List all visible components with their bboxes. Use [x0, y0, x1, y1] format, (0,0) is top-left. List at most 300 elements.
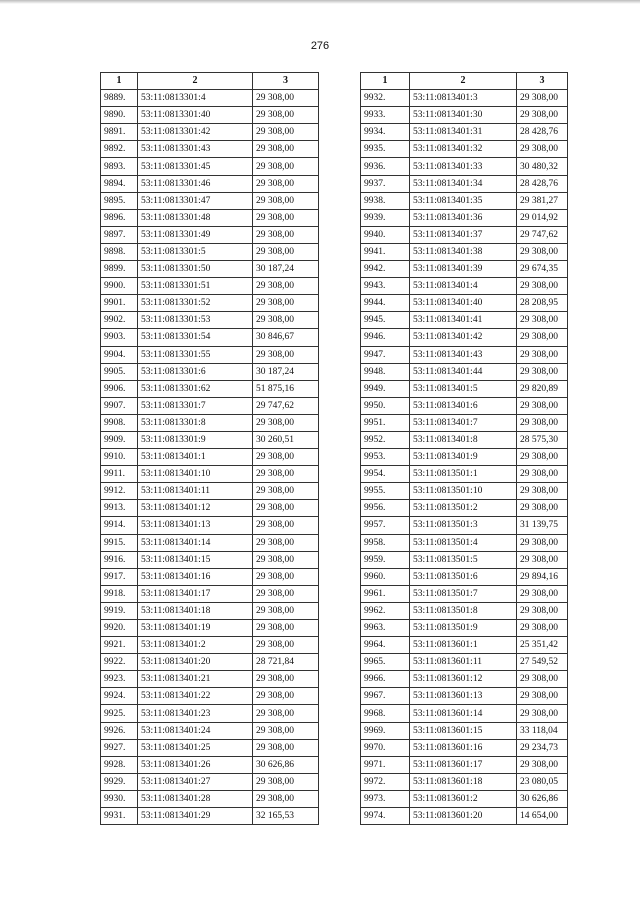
table-row — [101, 175, 319, 192]
row-number-cell: 9949. — [361, 380, 410, 397]
value-cell: 29 308,00 — [517, 141, 568, 158]
table-row — [361, 688, 568, 705]
cadastral-number-cell: 53:11:0813301:51 — [138, 278, 253, 295]
cadastral-number-cell: 53:11:0813401:39 — [410, 261, 517, 278]
table-row — [101, 739, 319, 756]
cadastral-number-cell: 53:11:0813401:2 — [138, 637, 253, 654]
row-number-cell: 9943. — [361, 278, 410, 295]
table-row — [361, 620, 568, 637]
row-number-cell: 9910. — [101, 449, 138, 466]
row-number-cell: 9923. — [101, 671, 138, 688]
cadastral-number-cell: 53:11:0813401:22 — [138, 688, 253, 705]
table-row — [361, 449, 568, 466]
table-row — [101, 551, 319, 568]
row-number-cell: 9898. — [101, 243, 138, 260]
cadastral-number-cell: 53:11:0813601:1 — [410, 637, 517, 654]
value-cell: 30 626,86 — [517, 790, 568, 807]
value-cell: 30 260,51 — [253, 431, 319, 448]
cadastral-number-cell: 53:11:0813301:5 — [138, 243, 253, 260]
row-number-cell: 9929. — [101, 773, 138, 790]
cadastral-number-cell: 53:11:0813401:33 — [410, 158, 517, 175]
cadastral-number-cell: 53:11:0813401:8 — [410, 431, 517, 448]
value-cell: 33 118,04 — [517, 722, 568, 739]
row-number-cell: 9952. — [361, 431, 410, 448]
value-cell: 29 308,00 — [253, 585, 319, 602]
row-number-cell: 9889. — [101, 90, 138, 107]
table-row — [361, 380, 568, 397]
row-number-cell: 9919. — [101, 602, 138, 619]
value-cell: 29 308,00 — [253, 90, 319, 107]
value-cell: 30 626,86 — [253, 756, 319, 773]
table-row — [361, 551, 568, 568]
table-row — [101, 654, 319, 671]
value-cell: 30 846,67 — [253, 329, 319, 346]
value-cell: 29 308,00 — [253, 620, 319, 637]
row-number-cell: 9899. — [101, 261, 138, 278]
row-number-cell: 9894. — [101, 175, 138, 192]
value-cell: 29 308,00 — [253, 158, 319, 175]
value-cell: 29 308,00 — [517, 534, 568, 551]
left-header-col-1: 1 — [101, 73, 138, 90]
row-number-cell: 9955. — [361, 483, 410, 500]
row-number-cell: 9957. — [361, 517, 410, 534]
value-cell: 51 875,16 — [253, 380, 319, 397]
row-number-cell: 9947. — [361, 346, 410, 363]
cadastral-number-cell: 53:11:0813401:44 — [410, 363, 517, 380]
table-row — [101, 141, 319, 158]
table-row — [101, 637, 319, 654]
row-number-cell: 9913. — [101, 500, 138, 517]
table-row — [361, 346, 568, 363]
row-number-cell: 9893. — [101, 158, 138, 175]
row-number-cell: 9931. — [101, 808, 138, 825]
table-row — [361, 773, 568, 790]
cadastral-number-cell: 53:11:0813401:6 — [410, 397, 517, 414]
value-cell: 29 308,00 — [253, 466, 319, 483]
row-number-cell: 9925. — [101, 705, 138, 722]
table-row — [361, 124, 568, 141]
row-number-cell: 9926. — [101, 722, 138, 739]
cadastral-number-cell: 53:11:0813301:8 — [138, 414, 253, 431]
table-row — [361, 705, 568, 722]
table-row — [361, 329, 568, 346]
cadastral-number-cell: 53:11:0813401:26 — [138, 756, 253, 773]
value-cell: 29 820,89 — [517, 380, 568, 397]
value-cell: 29 308,00 — [253, 226, 319, 243]
cadastral-number-cell: 53:11:0813401:40 — [410, 295, 517, 312]
value-cell: 29 308,00 — [253, 141, 319, 158]
right-header-col-1: 1 — [361, 73, 410, 90]
value-cell: 29 308,00 — [253, 790, 319, 807]
value-cell: 29 308,00 — [517, 363, 568, 380]
cadastral-number-cell: 53:11:0813401:7 — [410, 414, 517, 431]
row-number-cell: 9941. — [361, 243, 410, 260]
table-row — [361, 722, 568, 739]
table-row — [101, 808, 319, 825]
row-number-cell: 9971. — [361, 756, 410, 773]
cadastral-number-cell: 53:11:0813401:9 — [410, 449, 517, 466]
table-row — [101, 568, 319, 585]
value-cell: 29 308,00 — [253, 500, 319, 517]
value-cell: 29 308,00 — [253, 705, 319, 722]
table-row — [101, 278, 319, 295]
value-cell: 31 139,75 — [517, 517, 568, 534]
table-row — [361, 790, 568, 807]
row-number-cell: 9953. — [361, 449, 410, 466]
value-cell: 28 428,76 — [517, 175, 568, 192]
table-row — [101, 346, 319, 363]
row-number-cell: 9930. — [101, 790, 138, 807]
table-row — [101, 312, 319, 329]
table-row — [361, 226, 568, 243]
value-cell: 29 308,00 — [253, 671, 319, 688]
cadastral-number-cell: 53:11:0813501:3 — [410, 517, 517, 534]
row-number-cell: 9917. — [101, 568, 138, 585]
value-cell: 29 308,00 — [517, 243, 568, 260]
table-row — [101, 243, 319, 260]
cadastral-number-cell: 53:11:0813501:2 — [410, 500, 517, 517]
cadastral-number-cell: 53:11:0813301:50 — [138, 261, 253, 278]
table-row — [101, 107, 319, 124]
cadastral-number-cell: 53:11:0813401:15 — [138, 551, 253, 568]
row-number-cell: 9901. — [101, 295, 138, 312]
table-row — [101, 192, 319, 209]
table-row — [101, 517, 319, 534]
table-row — [361, 739, 568, 756]
cadastral-number-cell: 53:11:0813401:25 — [138, 739, 253, 756]
table-row — [101, 295, 319, 312]
row-number-cell: 9956. — [361, 500, 410, 517]
cadastral-number-cell: 53:11:0813601:16 — [410, 739, 517, 756]
value-cell: 29 308,00 — [253, 346, 319, 363]
cadastral-number-cell: 53:11:0813401:27 — [138, 773, 253, 790]
row-number-cell: 9972. — [361, 773, 410, 790]
value-cell: 29 308,00 — [253, 637, 319, 654]
cadastral-number-cell: 53:11:0813601:11 — [410, 654, 517, 671]
row-number-cell: 9960. — [361, 568, 410, 585]
value-cell: 29 308,00 — [517, 688, 568, 705]
row-number-cell: 9954. — [361, 466, 410, 483]
table-row — [361, 808, 568, 825]
table-row — [361, 175, 568, 192]
value-cell: 29 747,62 — [253, 397, 319, 414]
cadastral-number-cell: 53:11:0813301:48 — [138, 209, 253, 226]
cadastral-number-cell: 53:11:0813301:6 — [138, 363, 253, 380]
value-cell: 30 187,24 — [253, 363, 319, 380]
value-cell: 29 308,00 — [253, 243, 319, 260]
table-row — [361, 500, 568, 517]
left-table-body — [101, 90, 319, 825]
table-row — [361, 602, 568, 619]
table-row — [101, 209, 319, 226]
cadastral-number-cell: 53:11:0813401:34 — [410, 175, 517, 192]
value-cell: 29 308,00 — [517, 107, 568, 124]
row-number-cell: 9892. — [101, 141, 138, 158]
row-number-cell: 9937. — [361, 175, 410, 192]
value-cell: 29 308,00 — [253, 688, 319, 705]
table-row — [101, 722, 319, 739]
value-cell: 29 308,00 — [517, 414, 568, 431]
table-row — [101, 380, 319, 397]
value-cell: 29 308,00 — [253, 739, 319, 756]
cadastral-number-cell: 53:11:0813401:5 — [410, 380, 517, 397]
cadastral-number-cell: 53:11:0813301:43 — [138, 141, 253, 158]
table-row — [361, 756, 568, 773]
table-row — [101, 261, 319, 278]
row-number-cell: 9935. — [361, 141, 410, 158]
table-row — [101, 705, 319, 722]
cadastral-number-cell: 53:11:0813301:52 — [138, 295, 253, 312]
value-cell: 28 575,30 — [517, 431, 568, 448]
row-number-cell: 9920. — [101, 620, 138, 637]
row-number-cell: 9921. — [101, 637, 138, 654]
row-number-cell: 9902. — [101, 312, 138, 329]
cadastral-number-cell: 53:11:0813401:11 — [138, 483, 253, 500]
row-number-cell: 9908. — [101, 414, 138, 431]
table-row — [361, 295, 568, 312]
row-number-cell: 9967. — [361, 688, 410, 705]
cadastral-number-cell: 53:11:0813401:4 — [410, 278, 517, 295]
value-cell: 29 308,00 — [253, 483, 319, 500]
cadastral-number-cell: 53:11:0813401:19 — [138, 620, 253, 637]
row-number-cell: 9936. — [361, 158, 410, 175]
table-row — [361, 671, 568, 688]
table-row — [101, 534, 319, 551]
table-row — [361, 261, 568, 278]
cadastral-number-cell: 53:11:0813501:1 — [410, 466, 517, 483]
row-number-cell: 9939. — [361, 209, 410, 226]
cadastral-number-cell: 53:11:0813401:35 — [410, 192, 517, 209]
row-number-cell: 9904. — [101, 346, 138, 363]
table-row — [361, 107, 568, 124]
right-header-col-3: 3 — [517, 73, 568, 90]
row-number-cell: 9968. — [361, 705, 410, 722]
cadastral-number-cell: 53:11:0813401:12 — [138, 500, 253, 517]
value-cell: 29 308,00 — [253, 568, 319, 585]
row-number-cell: 9897. — [101, 226, 138, 243]
row-number-cell: 9944. — [361, 295, 410, 312]
table-row — [361, 466, 568, 483]
value-cell: 29 308,00 — [253, 517, 319, 534]
value-cell: 29 308,00 — [517, 483, 568, 500]
value-cell: 29 308,00 — [253, 192, 319, 209]
row-number-cell: 9973. — [361, 790, 410, 807]
table-row — [101, 431, 319, 448]
right-table — [360, 72, 568, 825]
row-number-cell: 9914. — [101, 517, 138, 534]
table-row — [101, 585, 319, 602]
scan-edge — [0, 0, 640, 4]
value-cell: 29 308,00 — [517, 278, 568, 295]
cadastral-number-cell: 53:11:0813401:29 — [138, 808, 253, 825]
cadastral-number-cell: 53:11:0813301:53 — [138, 312, 253, 329]
value-cell: 29 308,00 — [517, 602, 568, 619]
right-table-body — [361, 90, 568, 825]
row-number-cell: 9915. — [101, 534, 138, 551]
table-row — [101, 124, 319, 141]
table-row — [361, 517, 568, 534]
table-row — [361, 397, 568, 414]
row-number-cell: 9933. — [361, 107, 410, 124]
value-cell: 29 308,00 — [517, 449, 568, 466]
cadastral-number-cell: 53:11:0813401:41 — [410, 312, 517, 329]
row-number-cell: 9945. — [361, 312, 410, 329]
value-cell: 23 080,05 — [517, 773, 568, 790]
value-cell: 29 308,00 — [253, 209, 319, 226]
cadastral-number-cell: 53:11:0813401:10 — [138, 466, 253, 483]
table-row — [361, 90, 568, 107]
value-cell: 29 308,00 — [253, 449, 319, 466]
table-row — [361, 414, 568, 431]
row-number-cell: 9946. — [361, 329, 410, 346]
cadastral-number-cell: 53:11:0813501:4 — [410, 534, 517, 551]
value-cell: 29 308,00 — [517, 500, 568, 517]
table-row — [101, 158, 319, 175]
cadastral-number-cell: 53:11:0813501:8 — [410, 602, 517, 619]
value-cell: 29 308,00 — [253, 414, 319, 431]
value-cell: 29 308,00 — [517, 585, 568, 602]
value-cell: 29 308,00 — [517, 397, 568, 414]
row-number-cell: 9940. — [361, 226, 410, 243]
row-number-cell: 9965. — [361, 654, 410, 671]
value-cell: 29 308,00 — [253, 175, 319, 192]
cadastral-number-cell: 53:11:0813401:14 — [138, 534, 253, 551]
row-number-cell: 9959. — [361, 551, 410, 568]
row-number-cell: 9938. — [361, 192, 410, 209]
value-cell: 29 308,00 — [517, 620, 568, 637]
table-row — [101, 466, 319, 483]
row-number-cell: 9912. — [101, 483, 138, 500]
value-cell: 14 654,00 — [517, 808, 568, 825]
table-row — [101, 500, 319, 517]
right-table-header-row — [361, 73, 568, 90]
row-number-cell: 9966. — [361, 671, 410, 688]
value-cell: 29 747,62 — [517, 226, 568, 243]
table-row — [361, 312, 568, 329]
row-number-cell: 9969. — [361, 722, 410, 739]
table-row — [101, 620, 319, 637]
row-number-cell: 9909. — [101, 431, 138, 448]
table-row — [101, 397, 319, 414]
cadastral-number-cell: 53:11:0813601:15 — [410, 722, 517, 739]
cadastral-number-cell: 53:11:0813601:17 — [410, 756, 517, 773]
cadastral-number-cell: 53:11:0813301:46 — [138, 175, 253, 192]
value-cell: 29 308,00 — [253, 722, 319, 739]
table-row — [361, 192, 568, 209]
row-number-cell: 9948. — [361, 363, 410, 380]
value-cell: 28 208,95 — [517, 295, 568, 312]
cadastral-number-cell: 53:11:0813301:42 — [138, 124, 253, 141]
cadastral-number-cell: 53:11:0813401:18 — [138, 602, 253, 619]
cadastral-number-cell: 53:11:0813301:9 — [138, 431, 253, 448]
value-cell: 29 308,00 — [253, 124, 319, 141]
table-row — [101, 329, 319, 346]
value-cell: 29 308,00 — [517, 671, 568, 688]
row-number-cell: 9907. — [101, 397, 138, 414]
row-number-cell: 9970. — [361, 739, 410, 756]
cadastral-number-cell: 53:11:0813501:6 — [410, 568, 517, 585]
cadastral-number-cell: 53:11:0813301:7 — [138, 397, 253, 414]
value-cell: 29 894,16 — [517, 568, 568, 585]
table-row — [361, 243, 568, 260]
cadastral-number-cell: 53:11:0813401:16 — [138, 568, 253, 585]
cadastral-number-cell: 53:11:0813401:31 — [410, 124, 517, 141]
row-number-cell: 9900. — [101, 278, 138, 295]
table-row — [101, 226, 319, 243]
table-row — [361, 158, 568, 175]
value-cell: 30 187,24 — [253, 261, 319, 278]
table-row — [361, 141, 568, 158]
cadastral-number-cell: 53:11:0813601:20 — [410, 808, 517, 825]
row-number-cell: 9942. — [361, 261, 410, 278]
left-header-col-3: 3 — [253, 73, 319, 90]
value-cell: 29 674,35 — [517, 261, 568, 278]
row-number-cell: 9903. — [101, 329, 138, 346]
value-cell: 29 308,00 — [253, 534, 319, 551]
row-number-cell: 9895. — [101, 192, 138, 209]
right-header-col-2: 2 — [410, 73, 517, 90]
row-number-cell: 9922. — [101, 654, 138, 671]
cadastral-number-cell: 53:11:0813501:9 — [410, 620, 517, 637]
table-row — [101, 671, 319, 688]
table-row — [101, 449, 319, 466]
table-row — [361, 431, 568, 448]
row-number-cell: 9934. — [361, 124, 410, 141]
cadastral-number-cell: 53:11:0813401:23 — [138, 705, 253, 722]
table-row — [101, 688, 319, 705]
value-cell: 29 308,00 — [517, 329, 568, 346]
row-number-cell: 9911. — [101, 466, 138, 483]
table-row — [101, 790, 319, 807]
cadastral-number-cell: 53:11:0813301:62 — [138, 380, 253, 397]
cadastral-number-cell: 53:11:0813401:36 — [410, 209, 517, 226]
table-row — [101, 756, 319, 773]
table-row — [101, 414, 319, 431]
value-cell: 29 014,92 — [517, 209, 568, 226]
value-cell: 29 308,00 — [253, 295, 319, 312]
cadastral-number-cell: 53:11:0813401:24 — [138, 722, 253, 739]
cadastral-number-cell: 53:11:0813401:43 — [410, 346, 517, 363]
cadastral-number-cell: 53:11:0813301:49 — [138, 226, 253, 243]
value-cell: 28 428,76 — [517, 124, 568, 141]
left-table — [100, 72, 319, 825]
cadastral-number-cell: 53:11:0813401:20 — [138, 654, 253, 671]
cadastral-number-cell: 53:11:0813401:21 — [138, 671, 253, 688]
cadastral-number-cell: 53:11:0813601:18 — [410, 773, 517, 790]
cadastral-number-cell: 53:11:0813301:55 — [138, 346, 253, 363]
value-cell: 25 351,42 — [517, 637, 568, 654]
cadastral-number-cell: 53:11:0813401:13 — [138, 517, 253, 534]
value-cell: 29 308,00 — [517, 90, 568, 107]
row-number-cell: 9963. — [361, 620, 410, 637]
row-number-cell: 9928. — [101, 756, 138, 773]
value-cell: 30 480,32 — [517, 158, 568, 175]
value-cell: 32 165,53 — [253, 808, 319, 825]
table-row — [101, 773, 319, 790]
cadastral-number-cell: 53:11:0813401:1 — [138, 449, 253, 466]
table-row — [361, 654, 568, 671]
cadastral-number-cell: 53:11:0813401:28 — [138, 790, 253, 807]
row-number-cell: 9974. — [361, 808, 410, 825]
table-row — [101, 90, 319, 107]
cadastral-number-cell: 53:11:0813301:40 — [138, 107, 253, 124]
cadastral-number-cell: 53:11:0813501:7 — [410, 585, 517, 602]
row-number-cell: 9916. — [101, 551, 138, 568]
value-cell: 29 308,00 — [517, 346, 568, 363]
row-number-cell: 9964. — [361, 637, 410, 654]
table-row — [101, 363, 319, 380]
cadastral-number-cell: 53:11:0813401:42 — [410, 329, 517, 346]
